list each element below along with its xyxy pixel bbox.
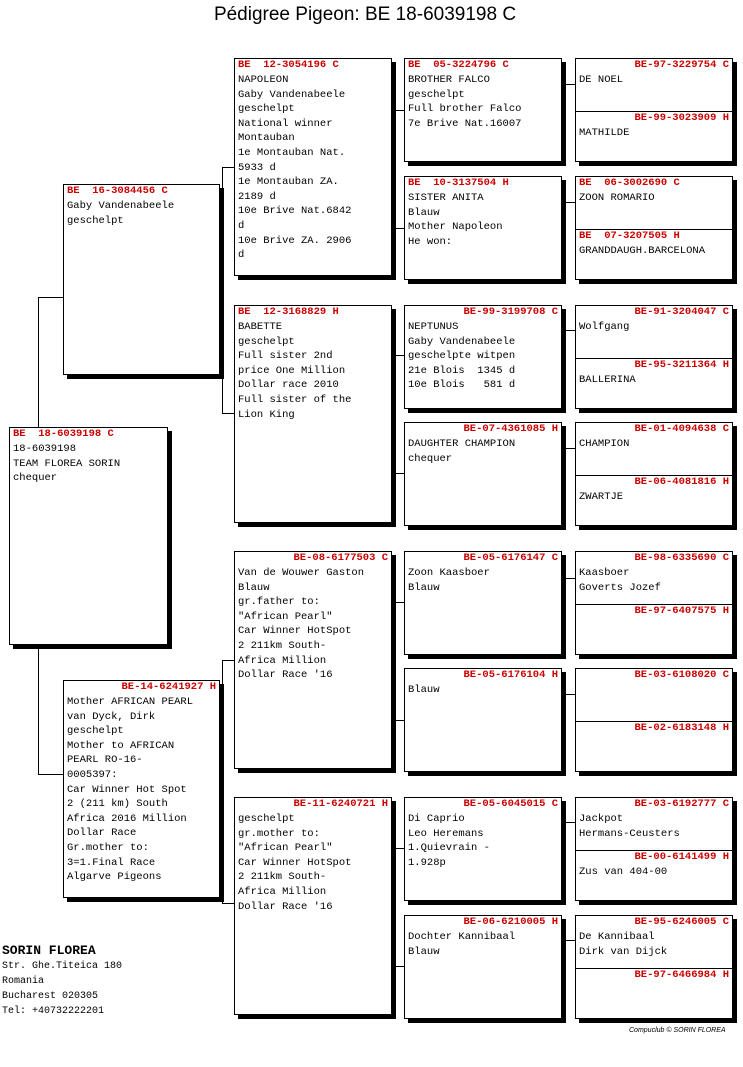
mf-sire-card[interactable] [404,551,562,655]
great-grandparents-pair-card[interactable] [575,551,733,655]
mf-dam-card[interactable] [404,668,562,772]
ring-number: BE-95-6246005 C [634,916,729,928]
connector-line [222,298,223,413]
connector-line [38,774,63,775]
detail-line: gr.father to: [238,596,320,609]
ring-number: BE-06-4081816 H [576,475,732,490]
detail-line: Leo Heremans [408,827,484,840]
detail-line: d [238,219,245,232]
dam-section [576,111,732,162]
detail-line: 2 211km South- [238,639,327,652]
detail-line: Goverts Jozef [579,581,661,594]
detail-line: BROTHER FALCO [408,74,490,86]
ring-number: BE-02-6183148 H [576,721,732,736]
detail-line: He won: [408,235,453,248]
pigeon-details [405,930,561,959]
detail-line: Mother AFRICAN PEARL [67,696,194,708]
ring-number: BE-99-3199708 C [463,306,558,318]
father-dam-card[interactable] [234,305,392,523]
owner-address-line: Str. Ghe.Titeica 180 [2,961,123,972]
detail-line: Di Caprio [408,813,465,825]
connector-line [566,822,575,823]
detail-line: geschelpt [67,725,124,738]
great-grandparents-pair-card[interactable] [575,797,733,901]
pigeon-details [405,566,561,595]
detail-line: chequer [13,472,58,485]
pigeon-details [576,191,732,206]
detail-line: Full sister of the [238,393,352,406]
detail-line: Dochter Kannibaal [408,931,516,943]
detail-line: Mother to AFRICAN [67,739,175,752]
fm-sire-card[interactable] [404,305,562,409]
great-grandparents-pair-card[interactable] [575,915,733,1019]
pigeon-details [576,812,732,841]
father-card[interactable] [63,184,220,375]
pigeon-details [405,812,561,870]
detail-line: Car Winner HotSpot [238,856,352,869]
pigeon-details [576,244,732,259]
connector-line [222,778,223,903]
connector-line [395,355,396,473]
ring-number: BE-99-3023909 H [576,111,732,126]
pigeon-details [405,683,561,698]
detail-line: 5933 d [238,161,276,174]
connector-line [566,202,575,203]
detail-line: TEAM FLOREA SORIN [13,457,121,470]
connector-line [566,448,575,449]
ring-number: BE-97-3229754 C [634,59,729,71]
pigeon-details [235,320,391,422]
sire-section [576,552,732,604]
connector-line [566,330,575,331]
detail-line: CHAMPION [579,438,630,450]
pigeon-details [405,191,561,249]
ring-number: BE-95-3211364 H [576,358,732,373]
detail-line: 21e Blois 1345 d [408,364,516,377]
page-title: Pédigree Pigeon: BE 18-6039198 C [213,4,517,25]
detail-line: De Kannibaal [579,931,655,943]
detail-line: price One Million [238,364,346,377]
dam-section [576,358,732,409]
detail-line: Wolfgang [579,321,630,333]
detail-line: 1e Montauban Nat. [238,146,346,159]
detail-line: 10e Brive Nat.6842 [238,205,352,218]
detail-line: gr.mother to: [238,827,320,840]
ff-sire-card[interactable] [404,58,562,162]
pigeon-details [10,442,167,486]
ring-number: BE-01-4094638 C [634,423,729,435]
connector-line [38,297,63,298]
sire-section [576,798,732,850]
detail-line: geschelpt [408,88,465,101]
dam-section [576,968,732,1019]
detail-line: Dirk van Dijck [579,945,668,958]
sire-section [576,306,732,358]
ring-number: BE 10-3137504 H [408,177,509,189]
ring-number: BE 16-3084456 C [67,185,168,197]
pigeon-details [576,490,732,505]
dam-section [576,229,732,280]
detail-line: Algarve Pigeons [67,871,162,884]
detail-line: Dollar Race '16 [238,669,333,682]
connector-line [222,660,223,778]
ring-number: BE-07-4361085 H [463,423,558,435]
detail-line: PEARL RO-16- [67,754,143,767]
ring-number: BE-98-6335690 C [634,552,729,564]
detail-line: Gaby Vandenabeele [238,88,346,101]
ring-number: BE-05-6176147 C [463,552,558,564]
detail-line: BABETTE [238,321,283,333]
great-grandparents-pair-card[interactable] [575,668,733,772]
connector-line [395,966,404,967]
pigeon-details [405,73,561,131]
detail-line: Blauw [408,581,440,594]
connector-line [38,297,39,427]
connector-line [222,413,234,414]
pigeon-details [576,126,732,141]
detail-line: 0005397: [67,768,118,781]
detail-line: Montauban [238,132,295,145]
detail-line: Africa Million [238,885,327,898]
great-grandparents-pair-card[interactable] [575,305,733,409]
detail-line: 18-6039198 [13,443,77,455]
ring-number: BE-11-6240721 H [293,798,388,810]
connector-line [222,660,234,661]
pigeon-details [576,73,732,88]
sire-section [576,669,732,721]
connector-line [566,578,575,579]
detail-line: geschelpt [238,335,295,348]
detail-line: 1.Quievrain - [408,842,490,855]
detail-line: Gr.mother to: [67,841,149,854]
detail-line: 1.928p [408,856,446,869]
detail-line: geschelpt [238,103,295,116]
pigeon-details [235,73,391,263]
ring-number: BE-03-6192777 C [634,798,729,810]
great-grandparents-pair-card[interactable] [575,58,733,162]
detail-line: 2189 d [238,190,276,203]
fm-dam-card[interactable] [404,422,562,526]
dam-section [576,475,732,526]
detail-line: Gaby Vandenabeele [408,335,516,348]
pigeon-details [64,199,219,228]
owner-name: SORIN FLOREA [2,943,96,958]
connector-line [395,848,404,849]
detail-line: BALLERINA [579,374,636,386]
connector-line [395,355,404,356]
detail-line: 1e Montauban ZA. [238,176,339,189]
detail-line: chequer [408,452,453,465]
detail-line: NEPTUNUS [408,321,459,333]
connector-line [222,167,234,168]
detail-line: ZWARTJE [579,491,624,503]
ring-number: BE-97-6466984 H [576,968,732,983]
pigeon-details [576,373,732,388]
detail-line: Blauw [238,581,270,594]
detail-line: 7e Brive Nat.16007 [408,117,522,130]
mother-sire-card[interactable] [234,551,392,769]
detail-line: Car Winner HotSpot [238,625,352,638]
ring-number: BE-05-6045015 C [463,798,558,810]
detail-line: DAUGHTER CHAMPION [408,438,516,450]
detail-line: geschelpt [67,214,124,227]
ring-number: BE-97-6407575 H [576,604,732,619]
ring-number: BE-08-6177503 C [293,552,388,564]
detail-line: Blauw [408,206,440,219]
detail-line: Jackpot [579,813,624,825]
pigeon-details [405,437,561,466]
connector-line [222,903,234,904]
detail-line: National winner [238,117,333,130]
detail-line: Blauw [408,945,440,958]
sire-section [576,177,732,229]
ring-number: BE-03-6108020 C [634,669,729,681]
detail-line: Car Winner Hot Spot [67,783,187,796]
footer-credit: Compuclub © SORIN FLOREA [629,1027,726,1034]
ring-number: BE-14-6241927 H [121,681,216,693]
owner-address-line: Romania [2,976,45,987]
ring-number: BE 05-3224796 C [408,59,509,71]
pigeon-details [576,437,732,452]
owner-address-line: Bucharest 020305 [2,991,99,1002]
pigeon-details [405,320,561,393]
detail-line: Africa 2016 Million [67,812,187,825]
detail-line: Van de Wouwer Gaston [238,567,365,579]
pigeon-details [576,930,732,959]
detail-line: GRANDDAUGH.BARCELONA [579,245,706,257]
detail-line: Full brother Falco [408,103,522,116]
dam-section [576,850,732,901]
connector-line [395,602,404,603]
detail-line: "African Pearl" [238,842,333,855]
great-grandparents-pair-card[interactable] [575,422,733,526]
detail-line: geschelpte witpen [408,350,516,363]
detail-line: d [238,249,245,262]
subject-pigeon-card[interactable] [9,427,168,645]
mm-dam-card[interactable] [404,915,562,1019]
sire-section [576,916,732,968]
connector-line [222,167,223,299]
detail-line: "African Pearl" [238,610,333,623]
ring-number: BE 07-3207505 H [576,229,732,244]
detail-line: 10e Blois 581 d [408,379,516,392]
mm-sire-card[interactable] [404,797,562,901]
detail-line: Dollar Race [67,827,137,840]
connector-line [395,720,404,721]
connector-line [395,228,404,229]
connector-line [395,473,404,474]
connector-line [566,694,575,695]
detail-line: Gaby Vandenabeele [67,200,175,212]
ring-number: BE 06-3002690 C [579,177,680,189]
connector-line [566,84,575,85]
pigeon-details [235,812,391,914]
sire-section [576,423,732,475]
ring-number: BE-91-3204047 C [634,306,729,318]
detail-line: Zoon Kaasboer [408,567,490,579]
detail-line: van Dyck, Dirk [67,710,156,723]
ring-number: BE 12-3054196 C [238,59,339,71]
dam-section [576,721,732,772]
connector-line [38,649,39,774]
detail-line: Hermans-Ceusters [579,827,680,840]
detail-line: 3=1.Final Race [67,856,156,869]
detail-line: 10e Brive ZA. 2906 [238,234,352,247]
detail-line: Kaasboer [579,567,630,579]
pigeon-details [235,566,391,683]
ring-number: BE 18-6039198 C [13,428,114,440]
pigeon-details [576,865,732,880]
detail-line: Mother Napoleon [408,221,503,234]
detail-line: DE NOEL [579,74,624,86]
detail-line: Africa Million [238,654,327,667]
detail-line: 2 211km South- [238,871,327,884]
connector-line [395,110,396,228]
detail-line: SISTER ANITA [408,192,484,204]
pigeon-details [64,695,219,885]
ring-number: BE-06-6210005 H [463,916,558,928]
father-sire-card[interactable] [234,58,392,276]
connector-line [395,602,396,720]
pigeon-details [576,566,732,595]
owner-phone: Tel: +40732222201 [2,1006,105,1017]
detail-line: NAPOLEON [238,74,289,86]
detail-line: Lion King [238,408,295,421]
ring-number: BE-05-6176104 H [463,669,558,681]
detail-line: ZOON ROMARIO [579,192,655,204]
detail-line: geschelpt [238,813,295,825]
connector-line [566,940,575,941]
dam-section [576,604,732,655]
ff-dam-card[interactable] [404,176,562,280]
detail-line: Dollar race 2010 [238,379,339,392]
detail-line: Blauw [408,684,440,696]
detail-line: 2 (211 km) South [67,798,168,811]
pigeon-details [576,320,732,335]
connector-line [395,110,404,111]
detail-line: Full sister 2nd [238,350,333,363]
mother-dam-card[interactable] [234,797,392,1015]
sire-section [576,59,732,111]
ring-number: BE-00-6141499 H [576,850,732,865]
connector-line [395,848,396,966]
detail-line: Zus van 404-00 [579,866,668,878]
detail-line: Dollar Race '16 [238,900,333,913]
owner-block [2,942,122,1019]
detail-line: MATHILDE [579,127,630,139]
great-grandparents-pair-card[interactable] [575,176,733,280]
mother-card[interactable] [63,680,220,898]
ring-number: BE 12-3168829 H [238,306,339,318]
